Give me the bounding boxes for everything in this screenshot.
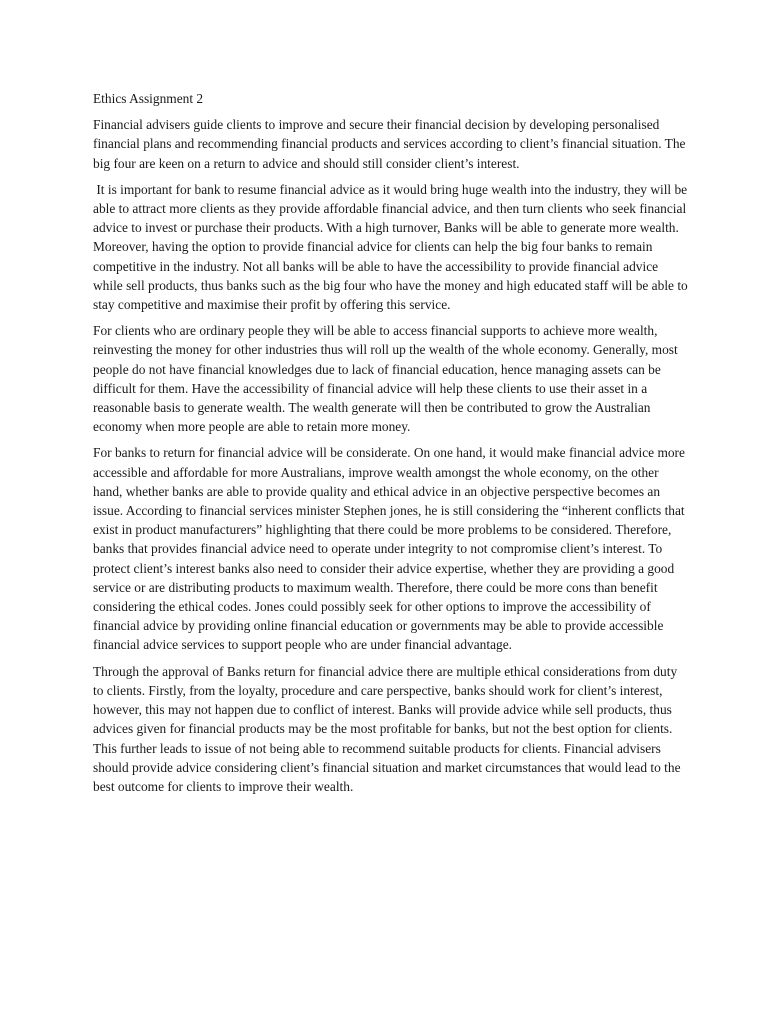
document-body <box>93 89 688 803</box>
document-title: Ethics Assignment 2 <box>93 91 204 106</box>
paragraph-clients: For clients who are ordinary people they will be able to access financial supports to achieve more wealth, reinvesting the money for other industries thus will roll up the wealth of the whole economy. Generally, most people do not have financial knowledges due to lack of financial education, hence managing assets can be difficult for them. Have the accessibility of financial advice will help these clients to use their asset in a reasonable basis to generate wealth. The wealth generate will then be contributed to grow the Australian economy when more people are able to retain more money. <box>93 323 678 435</box>
paragraph-intro: Financial advisers guide clients to improve and secure their financial decision by developing personalised financial plans and recommending financial products and services according to client’s financial situation. The big four are keen on a return to advice and should still consider client’s interest. <box>93 117 686 171</box>
paragraph-bank-advice: It is important for bank to resume financial advice as it would bring huge wealth into the industry, they will be able to attract more clients as they provide affordable financial advice, and then turn clients who seek financial advice to invest or purchase their products. With a high turnover, Banks will be able to generate more wealth. Moreover, having the option to provide financial advice for clients can help the big four banks to remain competitive in the industry. Not all banks will be able to have the accessibility to provide financial advice while sell products, thus banks such as the big four who have the money and high educated staff will be able to stay competitive and maximise their profit by offering this service. <box>93 181 688 313</box>
paragraph-considerations: For banks to return for financial advice will be considerate. On one hand, it would make financial advice more accessible and affordable for more Australians, improve wealth amongst the whole economy, on the other hand, whether banks are able to provide quality and ethical advice in an objective perspective becomes an issue. According to financial services minister Stephen jones, he is still considering the “inherent conflicts that exist in product manufacturers” highlighting that there could be more problems to be considered. Therefore, banks that provides financial advice need to operate under integrity to not compromise client’s interest. To protect client’s interest banks also need to consider their advice expertise, whether they are providing a good service or are distributing products to maximum wealth. Therefore, there could be more cons than benefit considering the ethical codes. Jones could possibly seek for other options to improve the accessibility of financial advice by providing online financial education or governments may be able to provide accessible financial advice services to support people who are under financial advantage. <box>93 445 685 653</box>
paragraph-ethics: Through the approval of Banks return for financial advice there are multiple ethical considerations from duty to clients. Firstly, from the loyalty, procedure and care perspective, banks should work for client’s interest, however, this may not happen due to conflict of interest. Banks will provide advice while sell products, thus advices given for financial products may be the most profitable for banks, but not the best option for clients. This further leads to issue of not being able to recommend suitable products for clients. Financial advisers should provide advice considering client’s financial situation and market circumstances that would lead to the best outcome for clients to improve their wealth. <box>93 663 681 794</box>
